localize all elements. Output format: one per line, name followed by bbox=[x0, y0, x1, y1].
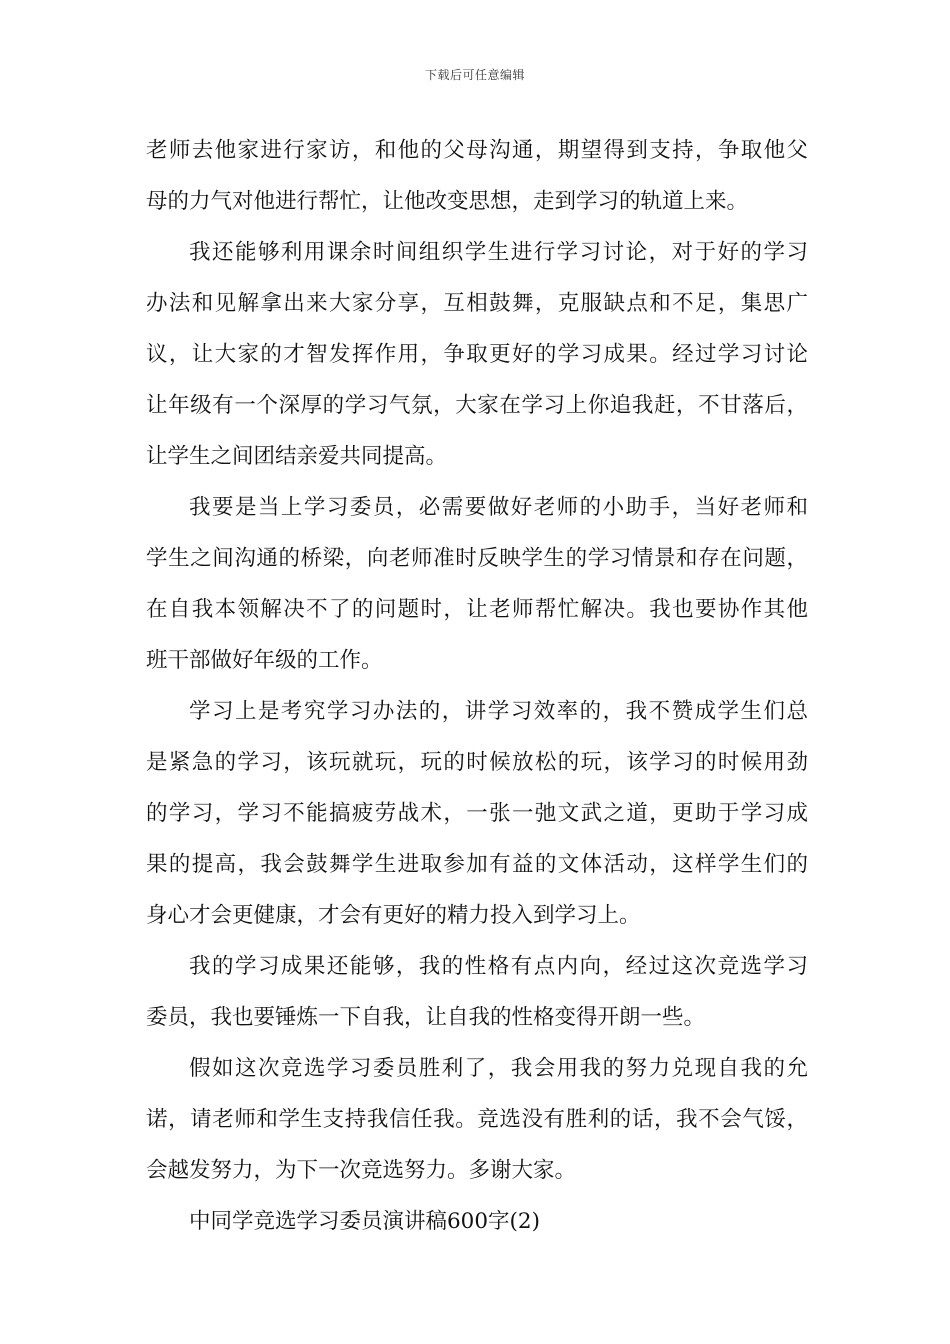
text-line: 老师去他家进行家访，和他的父母沟通，期望得到支持，争取他父 bbox=[146, 138, 808, 163]
text-line: 办法和见解拿出来大家分享，互相鼓舞，克服缺点和不足，集思广 bbox=[146, 291, 808, 316]
text-line: 学习上是考究学习办法的，讲学习效率的，我不赞成学生们总 bbox=[189, 699, 808, 724]
text-line: 在自我本领解决不了的问题时，让老师帮忙解决。我也要协作其他 bbox=[146, 597, 808, 622]
text-line: 是紧急的学习，该玩就玩，玩的时候放松的玩，该学习的时候用劲 bbox=[146, 750, 808, 775]
text-line: 会越发努力，为下一次竞选努力。多谢大家。 bbox=[146, 1158, 577, 1183]
text-line: 诺，请老师和学生支持我信任我。竞选没有胜利的话，我不会气馁， bbox=[146, 1107, 808, 1132]
text-line: 让年级有一个深厚的学习气氛，大家在学习上你追我赶，不甘落后， bbox=[146, 393, 808, 418]
text-line: 议，让大家的才智发挥作用，争取更好的学习成果。经过学习讨论 bbox=[146, 342, 808, 367]
paragraph bbox=[146, 686, 808, 941]
text-line: 我还能够利用课余时间组织学生进行学习讨论，对于好的学习 bbox=[189, 240, 808, 265]
text-line: 的学习，学习不能搞疲劳战术，一张一弛文武之道，更助于学习成 bbox=[146, 801, 808, 826]
paragraph bbox=[146, 227, 808, 482]
text-line: 我的学习成果还能够，我的性格有点内向，经过这次竞选学习 bbox=[189, 954, 808, 979]
text-line: 让学生之间团结亲爱共同提高。 bbox=[146, 444, 448, 469]
text-line: 我要是当上学习委员，必需要做好老师的小助手，当好老师和 bbox=[189, 495, 808, 520]
paragraph bbox=[146, 1043, 808, 1196]
text-line: 学生之间沟通的桥梁，向老师准时反映学生的学习情景和存在问题， bbox=[146, 546, 808, 571]
subtitle-text: 中同学竞选学习委员演讲稿600字(2) bbox=[189, 1209, 540, 1234]
text-line: 班干部做好年级的工作。 bbox=[146, 648, 383, 673]
paragraph bbox=[146, 941, 808, 1043]
paragraph bbox=[146, 125, 808, 227]
text-line: 身心才会更健康，才会有更好的精力投入到学习上。 bbox=[146, 903, 641, 928]
document-body bbox=[146, 125, 808, 1247]
text-line: 母的力气对他进行帮忙，让他改变思想，走到学习的轨道上来。 bbox=[146, 189, 749, 214]
text-line: 果的提高，我会鼓舞学生进取参加有益的文体活动，这样学生们的 bbox=[146, 852, 808, 877]
section-subtitle bbox=[146, 1196, 808, 1247]
text-line: 委员，我也要锤炼一下自我，让自我的性格变得开朗一些。 bbox=[146, 1005, 706, 1030]
page-header: 下载后可任意编辑 bbox=[424, 68, 525, 82]
paragraph bbox=[146, 482, 808, 686]
text-line: 假如这次竞选学习委员胜利了，我会用我的努力兑现自我的允 bbox=[189, 1056, 808, 1081]
